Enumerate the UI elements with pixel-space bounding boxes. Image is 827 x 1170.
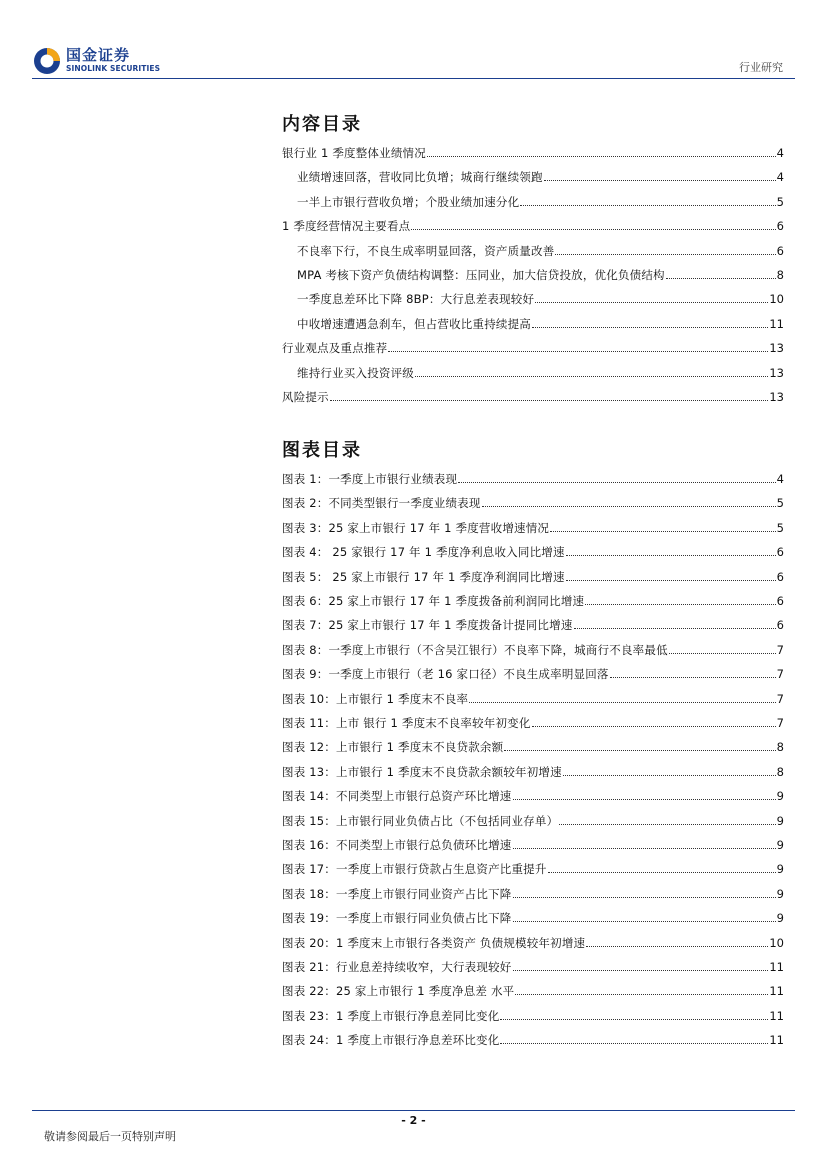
figure-entry[interactable]	[282, 762, 784, 780]
figure-entry-label: 图表 15：上市银行同业负债占比（不包括同业存单）	[282, 813, 559, 828]
figure-entry-label: 图表 22：25 家上市银行 1 季度净息差 水平	[282, 984, 515, 999]
figure-entry-label: 图表 4： 25 家银行 17 年 1 季度净利息收入同比增速	[282, 545, 565, 560]
dot-leader	[566, 580, 776, 581]
dot-leader	[513, 799, 776, 800]
figure-entry[interactable]	[282, 957, 784, 975]
dot-leader	[532, 327, 768, 328]
figure-entry-label: 图表 9：一季度上市银行（老 16 家口径）不良生成率明显回落	[282, 667, 609, 682]
figure-entry-page: 8	[776, 740, 784, 755]
toc-entry-page: 13	[769, 365, 784, 380]
figure-entry-page: 7	[776, 691, 784, 706]
figure-entry[interactable]	[282, 713, 784, 731]
toc-entry[interactable]	[297, 241, 784, 259]
figure-entry-page: 9	[776, 813, 784, 828]
figure-entry[interactable]	[282, 542, 784, 560]
dot-leader	[566, 555, 776, 556]
toc-entry-page: 8	[776, 268, 784, 282]
toc-entry[interactable]	[297, 289, 784, 307]
dot-leader	[513, 921, 776, 922]
figure-entry-page: 6	[776, 569, 784, 584]
figure-entry-page: 9	[776, 911, 784, 926]
figure-entry-page: 6	[776, 594, 784, 608]
dot-leader	[585, 604, 775, 605]
figure-entry-page: 10	[769, 935, 784, 950]
dot-leader	[504, 750, 775, 751]
toc-entry-label: 不良率下行，不良生成率明显回落，资产质量改善	[297, 243, 555, 258]
figure-entry[interactable]	[282, 811, 784, 829]
dot-leader	[458, 482, 776, 483]
dot-leader	[500, 1043, 768, 1044]
dot-leader	[563, 775, 776, 776]
toc-entry-page: 11	[769, 316, 784, 331]
figure-entry-label: 图表 5： 25 家上市银行 17 年 1 季度净利润同比增速	[282, 569, 565, 584]
figure-entry-label: 图表 6：25 家上市银行 17 年 1 季度拨备前利润同比增速	[282, 594, 585, 608]
dot-leader	[513, 897, 776, 898]
dot-leader	[544, 180, 776, 181]
header-divider	[32, 78, 795, 79]
figure-entry[interactable]	[282, 981, 784, 999]
figure-entry-page: 7	[776, 642, 784, 657]
dot-leader	[535, 302, 768, 303]
toc-entry[interactable]	[282, 338, 784, 356]
figure-entry-label: 图表 17：一季度上市银行贷款占生息资产比重提升	[282, 862, 547, 877]
dot-leader	[427, 156, 776, 157]
figure-entry[interactable]	[282, 786, 784, 804]
dot-leader	[513, 970, 769, 971]
toc-title: 内容目录	[282, 114, 362, 135]
dot-leader	[586, 946, 768, 947]
figure-entry[interactable]	[282, 1030, 784, 1048]
figure-entry[interactable]	[282, 567, 784, 585]
toc-entry-page: 13	[769, 341, 784, 356]
dot-leader	[666, 278, 776, 279]
footer-divider	[32, 1110, 795, 1111]
report-category: 行业研究	[739, 61, 783, 74]
figure-entry[interactable]	[282, 908, 784, 926]
toc-entry-label: 风险提示	[282, 390, 329, 404]
toc-entry-page: 10	[769, 292, 784, 307]
figure-entry-label: 图表 2：不同类型银行一季度业绩表现	[282, 496, 481, 511]
figure-entry-label: 图表 16：不同类型上市银行总负债环比增速	[282, 838, 512, 852]
dot-leader	[532, 726, 776, 727]
figure-entry[interactable]	[282, 493, 784, 511]
toc-entry-page: 13	[769, 390, 784, 404]
figure-entry[interactable]	[282, 1006, 784, 1024]
logo-text-en: SINOLINK SECURITIES	[66, 64, 161, 73]
toc-entry-label: 维持行业买入投资评级	[297, 365, 414, 380]
dot-leader	[411, 229, 775, 230]
toc-entry-label: MPA 考核下资产负债结构调整：压同业，加大信贷投放，优化负债结构	[297, 268, 665, 282]
figure-entry[interactable]	[282, 884, 784, 902]
figure-entry-page: 11	[769, 984, 784, 999]
toc-entry-page: 4	[776, 146, 784, 160]
toc-entry[interactable]	[297, 192, 784, 210]
figure-entry[interactable]	[282, 664, 784, 682]
dot-leader	[550, 531, 776, 532]
toc-entry-page: 6	[776, 243, 784, 258]
figure-entry-label: 图表 14：不同类型上市银行总资产环比增速	[282, 789, 512, 804]
figure-entry-page: 11	[769, 1008, 784, 1023]
figure-entry-label: 图表 23：1 季度上市银行净息差同比变化	[282, 1008, 500, 1023]
figure-entry[interactable]	[282, 518, 784, 536]
dot-leader	[555, 254, 775, 255]
dot-leader	[610, 677, 776, 678]
figure-entry-page: 6	[776, 618, 784, 633]
toc-entry[interactable]	[297, 167, 784, 185]
toc-entry-page: 5	[776, 194, 784, 209]
figure-entry-label: 图表 12：上市银行 1 季度末不良贷款余额	[282, 740, 504, 755]
toc-entry-page: 4	[776, 170, 784, 185]
figure-entry[interactable]	[282, 835, 784, 853]
dot-leader	[548, 872, 776, 873]
figure-entry-page: 9	[776, 862, 784, 877]
toc-entry[interactable]	[282, 387, 784, 405]
dot-leader	[574, 628, 776, 629]
figure-entry[interactable]	[282, 737, 784, 755]
toc-entry[interactable]	[282, 216, 784, 234]
figure-entry[interactable]	[282, 859, 784, 877]
disclaimer-note: 敬请参阅最后一页特别声明	[44, 1130, 176, 1143]
toc-entry-label: 业绩增速回落，营收同比负增；城商行继续领跑	[297, 170, 543, 185]
dot-leader	[515, 994, 768, 995]
figure-entry[interactable]	[282, 591, 784, 609]
figure-entry-page: 9	[776, 838, 784, 852]
figure-entry-page: 9	[776, 886, 784, 901]
figure-entry-page: 11	[769, 1033, 784, 1048]
figure-list-title: 图表目录	[282, 440, 362, 461]
figure-entry-page: 9	[776, 789, 784, 804]
figure-entry-label: 图表 1：一季度上市银行业绩表现	[282, 472, 458, 486]
figure-entry-page: 8	[776, 764, 784, 779]
figure-entry-page: 11	[769, 960, 784, 974]
toc-entry-label: 一半上市银行营收负增；个股业绩加速分化	[297, 194, 520, 209]
toc-entry-page: 6	[776, 219, 784, 234]
figure-entry-label: 图表 19：一季度上市银行同业负债占比下降	[282, 911, 512, 926]
figure-entry[interactable]	[282, 469, 784, 487]
toc-entry-label: 行业观点及重点推荐	[282, 341, 388, 356]
figure-entry-page: 5	[776, 520, 784, 535]
figure-entry[interactable]	[282, 615, 784, 633]
figure-entry-label: 图表 21：行业息差持续收窄，大行表现较好	[282, 960, 512, 974]
dot-leader	[500, 1019, 768, 1020]
dot-leader	[669, 653, 776, 654]
figure-entry-label: 图表 7：25 家上市银行 17 年 1 季度拨备计提同比增速	[282, 618, 573, 633]
figure-entry-page: 4	[776, 472, 784, 486]
toc-entry[interactable]	[297, 265, 784, 283]
dot-leader	[330, 400, 769, 401]
dot-leader	[559, 824, 775, 825]
dot-leader	[520, 205, 775, 206]
dot-leader	[388, 351, 768, 352]
logo-emblem-icon	[32, 46, 62, 76]
toc-entry-label: 1 季度经营情况主要看点	[282, 219, 411, 234]
dot-leader	[513, 848, 776, 849]
figure-entry-label: 图表 8：一季度上市银行（不含吴江银行）不良率下降，城商行不良率最低	[282, 642, 668, 657]
toc-entry[interactable]	[282, 143, 784, 161]
figure-entry-label: 图表 10：上市银行 1 季度末不良率	[282, 691, 469, 706]
toc-entry-label: 中收增速遭遇急刹车，但占营收比重持续提高	[297, 316, 531, 331]
figure-entry[interactable]	[282, 640, 784, 658]
company-logo	[32, 44, 162, 80]
logo-text-cn: 国金证券	[66, 46, 131, 64]
figure-entry-label: 图表 20：1 季度末上市银行各类资产 负债规模较年初增速	[282, 935, 586, 950]
figure-entry-label: 图表 11：上市 银行 1 季度末不良率较年初变化	[282, 716, 531, 730]
figure-entry-page: 7	[776, 667, 784, 682]
dot-leader	[415, 376, 768, 377]
toc-entry[interactable]	[297, 314, 784, 332]
dot-leader	[482, 506, 776, 507]
dot-leader	[469, 702, 775, 703]
figure-entry-label: 图表 18：一季度上市银行同业资产占比下降	[282, 886, 512, 901]
figure-entry-page: 6	[776, 545, 784, 560]
toc-entry-label: 银行业 1 季度整体业绩情况	[282, 146, 426, 160]
figure-entry[interactable]	[282, 689, 784, 707]
toc-entry-label: 一季度息差环比下降 8BP：大行息差表现较好	[297, 292, 535, 307]
page-number: - 2 -	[401, 1114, 426, 1127]
figure-entry-label: 图表 3：25 家上市银行 17 年 1 季度营收增速情况	[282, 520, 550, 535]
figure-entry-page: 5	[776, 496, 784, 511]
figure-entry[interactable]	[282, 933, 784, 951]
figure-entry-page: 7	[776, 716, 784, 730]
toc-entry[interactable]	[297, 363, 784, 381]
figure-entry-label: 图表 24：1 季度上市银行净息差环比变化	[282, 1033, 500, 1048]
figure-entry-label: 图表 13：上市银行 1 季度末不良贷款余额较年初增速	[282, 764, 562, 779]
